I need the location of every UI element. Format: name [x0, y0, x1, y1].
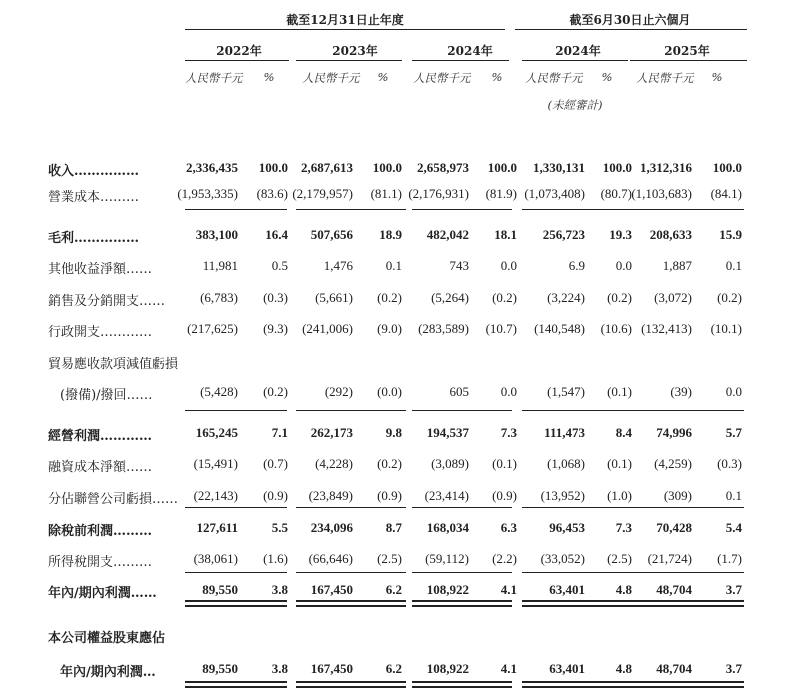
subtotal-rule — [412, 572, 512, 573]
total-double-rule-bottom — [296, 605, 406, 607]
amount-cell: 256,723 — [542, 227, 585, 242]
percent-cell: (0.2) — [377, 290, 402, 305]
row-label: 融資成本淨額…… — [48, 460, 153, 475]
amount-cell: (241,006) — [302, 321, 353, 336]
year-rule — [630, 60, 747, 61]
amount-cell: 2,336,435 — [186, 160, 238, 175]
amount-cell: (13,952) — [540, 488, 585, 503]
percent-cell: 3.8 — [271, 582, 288, 597]
amount-cell: (3,089) — [431, 456, 469, 471]
percent-cell: (2.2) — [492, 551, 517, 566]
amount-cell: (23,849) — [308, 488, 353, 503]
percent-cell: (9.0) — [377, 321, 402, 336]
total-double-rule-bottom — [630, 686, 744, 688]
percent-cell: (2.5) — [607, 551, 632, 566]
total-double-rule-bottom — [522, 605, 630, 607]
total-double-rule-top — [296, 600, 406, 602]
amount-cell: 89,550 — [202, 661, 238, 676]
row-label: 本公司權益股東應佔 — [48, 631, 166, 646]
subtotal-rule — [522, 209, 630, 210]
percent-cell: 4.1 — [500, 661, 517, 676]
amount-cell: 743 — [449, 258, 469, 273]
percent-cell: 6.3 — [500, 520, 517, 535]
percent-cell: 19.3 — [609, 227, 632, 242]
percent-cell: (84.1) — [710, 186, 742, 201]
percent-cell: (10.1) — [710, 321, 742, 336]
percent-cell: 18.9 — [379, 227, 402, 242]
total-double-rule-bottom — [185, 605, 287, 607]
year-header: 2024年 — [447, 44, 493, 58]
row-label: 毛利…………… — [48, 231, 140, 246]
percent-cell: (0.2) — [263, 384, 288, 399]
amount-cell: (15,491) — [193, 456, 238, 471]
percent-cell: 0.1 — [385, 258, 402, 273]
percent-cell: (10.6) — [600, 321, 632, 336]
amount-cell: 11,981 — [202, 258, 238, 273]
subtotal-rule — [412, 507, 512, 508]
subtotal-rule — [522, 507, 630, 508]
year-header: 2025年 — [664, 44, 710, 58]
percent-cell: (0.1) — [607, 384, 632, 399]
amount-cell: 48,704 — [656, 661, 692, 676]
percent-cell: (0.3) — [263, 290, 288, 305]
year-header: 2023年 — [332, 44, 378, 58]
amount-cell: 194,537 — [426, 425, 469, 440]
amount-cell: 108,922 — [426, 661, 469, 676]
subtotal-rule — [185, 507, 287, 508]
amount-cell: (22,143) — [193, 488, 238, 503]
percent-cell: (1.6) — [263, 551, 288, 566]
amount-cell: 168,034 — [426, 520, 469, 535]
total-double-rule-bottom — [630, 605, 744, 607]
amount-cell: (33,052) — [540, 551, 585, 566]
subtotal-rule — [185, 209, 287, 210]
percent-cell: (0.2) — [717, 290, 742, 305]
row-label: 收入…………… — [48, 164, 140, 179]
amount-cell: (4,259) — [654, 456, 692, 471]
percent-cell: 5.5 — [271, 520, 288, 535]
percent-cell: 5.4 — [725, 520, 742, 535]
percent-cell: (0.0) — [377, 384, 402, 399]
row-label: 銷售及分銷開支…… — [48, 294, 166, 309]
total-double-rule-bottom — [185, 686, 287, 688]
amount-cell: 208,633 — [649, 227, 692, 242]
amount-cell: 167,450 — [310, 661, 353, 676]
year-rule — [522, 60, 628, 61]
subtotal-rule — [185, 410, 287, 411]
percent-cell: (9.3) — [263, 321, 288, 336]
percent-cell: (1.7) — [717, 551, 742, 566]
subtotal-rule — [630, 507, 744, 508]
percent-cell: (81.9) — [485, 186, 517, 201]
amount-cell: (1,953,335) — [177, 186, 238, 201]
percent-label: % — [601, 70, 613, 84]
amount-cell: (5,264) — [431, 290, 469, 305]
percent-cell: 100.0 — [487, 160, 517, 175]
percent-cell: 0.1 — [725, 258, 742, 273]
unit-label: 人民幣千元 — [525, 71, 583, 85]
total-double-rule-top — [412, 681, 512, 683]
percent-cell: 7.1 — [271, 425, 288, 440]
amount-cell: (6,783) — [200, 290, 238, 305]
amount-cell: (21,724) — [647, 551, 692, 566]
percent-cell: (0.1) — [492, 456, 517, 471]
amount-cell: (1,103,683) — [631, 186, 692, 201]
row-label: (撥備)/撥回…… — [60, 388, 153, 403]
subtotal-rule — [412, 209, 512, 210]
unit-label: 人民幣千元 — [413, 71, 471, 85]
percent-cell: 16.4 — [265, 227, 288, 242]
percent-cell: (2.5) — [377, 551, 402, 566]
percent-cell: 15.9 — [719, 227, 742, 242]
total-double-rule-bottom — [522, 686, 630, 688]
year-rule — [412, 60, 509, 61]
unit-label: 人民幣千元 — [302, 71, 360, 85]
amount-cell: 234,096 — [310, 520, 353, 535]
amount-cell: (39) — [670, 384, 692, 399]
amount-cell: 74,996 — [656, 425, 692, 440]
amount-cell: 1,476 — [323, 258, 353, 273]
amount-cell: (132,413) — [641, 321, 692, 336]
amount-cell: (1,547) — [547, 384, 585, 399]
percent-cell: (81.1) — [370, 186, 402, 201]
subtotal-rule — [522, 410, 630, 411]
amount-cell: (3,072) — [654, 290, 692, 305]
unit-label: 人民幣千元 — [636, 71, 694, 85]
row-label: 其他收益淨額…… — [48, 262, 153, 277]
percent-cell: 6.2 — [385, 661, 402, 676]
unit-label: 人民幣千元 — [185, 71, 243, 85]
amount-cell: 605 — [449, 384, 469, 399]
percent-cell: (0.7) — [263, 456, 288, 471]
percent-cell: (0.9) — [492, 488, 517, 503]
percent-cell: 9.8 — [385, 425, 402, 440]
percent-cell: 0.0 — [500, 384, 517, 399]
subtotal-rule — [412, 410, 512, 411]
total-double-rule-top — [296, 681, 406, 683]
total-double-rule-top — [185, 681, 287, 683]
year-header: 2022年 — [216, 44, 262, 58]
percent-cell: 3.8 — [271, 661, 288, 676]
percent-cell: (0.3) — [717, 456, 742, 471]
percent-cell: (10.7) — [485, 321, 517, 336]
percent-cell: 8.4 — [615, 425, 632, 440]
percent-cell: 100.0 — [372, 160, 402, 175]
total-double-rule-top — [412, 600, 512, 602]
percent-cell: 100.0 — [602, 160, 632, 175]
amount-cell: 165,245 — [195, 425, 238, 440]
amount-cell: (283,589) — [418, 321, 469, 336]
amount-cell: 63,401 — [549, 582, 585, 597]
percent-cell: 0.0 — [725, 384, 742, 399]
total-double-rule-bottom — [412, 605, 512, 607]
amount-cell: (292) — [324, 384, 353, 399]
subtotal-rule — [296, 209, 406, 210]
amount-cell: 63,401 — [549, 661, 585, 676]
percent-cell: 100.0 — [258, 160, 288, 175]
year-rule — [185, 60, 289, 61]
amount-cell: (66,646) — [308, 551, 353, 566]
amount-cell: (309) — [663, 488, 692, 503]
amount-cell: 2,658,973 — [417, 160, 469, 175]
percent-label: % — [711, 70, 723, 84]
percent-cell: 6.2 — [385, 582, 402, 597]
header-fiscal-years: 截至12月31日止年度 — [286, 13, 404, 27]
amount-cell: (3,224) — [547, 290, 585, 305]
total-double-rule-top — [630, 600, 744, 602]
percent-cell: (83.6) — [256, 186, 288, 201]
amount-cell: (2,176,931) — [408, 186, 469, 201]
amount-cell: 127,611 — [196, 520, 238, 535]
percent-cell: 0.1 — [725, 488, 742, 503]
percent-cell: 4.8 — [615, 661, 632, 676]
percent-label: % — [377, 70, 389, 84]
percent-cell: 0.0 — [500, 258, 517, 273]
total-double-rule-bottom — [296, 686, 406, 688]
amount-cell: (4,228) — [315, 456, 353, 471]
row-label: 分佔聯營公司虧損…… — [48, 492, 179, 507]
percent-cell: 100.0 — [712, 160, 742, 175]
percent-label: % — [491, 70, 503, 84]
total-double-rule-bottom — [412, 686, 512, 688]
amount-cell: (59,112) — [425, 551, 469, 566]
amount-cell: (5,661) — [315, 290, 353, 305]
row-label: 年內/期內利潤… — [60, 665, 156, 680]
amount-cell: 108,922 — [426, 582, 469, 597]
header-six-months: 截至6月30日止六個月 — [569, 13, 691, 27]
percent-label: % — [263, 70, 275, 84]
amount-cell: (217,625) — [187, 321, 238, 336]
amount-cell: 262,173 — [310, 425, 353, 440]
subtotal-rule — [296, 410, 406, 411]
percent-cell: 0.0 — [615, 258, 632, 273]
percent-cell: (0.9) — [377, 488, 402, 503]
percent-cell: 18.1 — [494, 227, 517, 242]
row-label: 除稅前利潤……… — [48, 524, 153, 539]
total-double-rule-top — [185, 600, 287, 602]
amount-cell: 1,312,316 — [640, 160, 692, 175]
total-double-rule-top — [630, 681, 744, 683]
year-header: 2024年 — [555, 44, 601, 58]
amount-cell: 507,656 — [310, 227, 353, 242]
percent-cell: (0.1) — [607, 456, 632, 471]
amount-cell: (5,428) — [200, 384, 238, 399]
row-label: 營業成本……… — [48, 190, 140, 205]
percent-cell: (0.2) — [492, 290, 517, 305]
percent-cell: (0.9) — [263, 488, 288, 503]
amount-cell: 70,428 — [656, 520, 692, 535]
percent-cell: 3.7 — [725, 582, 742, 597]
amount-cell: 167,450 — [310, 582, 353, 597]
percent-cell: 7.3 — [615, 520, 632, 535]
subtotal-rule — [185, 572, 287, 573]
amount-cell: 482,042 — [426, 227, 469, 242]
percent-cell: 8.7 — [385, 520, 402, 535]
amount-cell: 96,453 — [549, 520, 585, 535]
subtotal-rule — [296, 507, 406, 508]
percent-cell: 5.7 — [725, 425, 742, 440]
amount-cell: (2,179,957) — [292, 186, 353, 201]
amount-cell: 1,887 — [662, 258, 692, 273]
percent-cell: (0.2) — [377, 456, 402, 471]
percent-cell: 0.5 — [271, 258, 288, 273]
percent-cell: 3.7 — [725, 661, 742, 676]
row-label: 行政開支………… — [48, 325, 153, 340]
percent-cell: (1.0) — [607, 488, 632, 503]
amount-cell: 89,550 — [202, 582, 238, 597]
subtotal-rule — [630, 572, 744, 573]
amount-cell: 2,687,613 — [301, 160, 353, 175]
amount-cell: 6.9 — [568, 258, 585, 273]
amount-cell: (38,061) — [193, 551, 238, 566]
amount-cell: 111,473 — [544, 425, 585, 440]
row-label: 經營利潤………… — [48, 429, 153, 444]
percent-cell: 7.3 — [500, 425, 517, 440]
percent-cell: (80.7) — [600, 186, 632, 201]
subtotal-rule — [296, 572, 406, 573]
year-rule — [296, 60, 402, 61]
amount-cell: (1,073,408) — [524, 186, 585, 201]
amount-cell: (140,548) — [534, 321, 585, 336]
total-double-rule-top — [522, 600, 630, 602]
amount-cell: (23,414) — [424, 488, 469, 503]
header-group-rule-fy — [185, 29, 505, 30]
amount-cell: 48,704 — [656, 582, 692, 597]
amount-cell: 1,330,131 — [533, 160, 585, 175]
unaudited-note: (未經審計) — [547, 98, 603, 112]
header-group-rule-h1 — [515, 29, 747, 30]
percent-cell: 4.8 — [615, 582, 632, 597]
total-double-rule-top — [522, 681, 630, 683]
amount-cell: (1,068) — [547, 456, 585, 471]
subtotal-rule — [630, 410, 744, 411]
subtotal-rule — [630, 209, 744, 210]
amount-cell: 383,100 — [195, 227, 238, 242]
row-label: 貿易應收款項減值虧損 — [48, 357, 179, 372]
subtotal-rule — [522, 572, 630, 573]
percent-cell: 4.1 — [500, 582, 517, 597]
row-label: 所得稅開支……… — [48, 555, 153, 570]
percent-cell: (0.2) — [607, 290, 632, 305]
row-label: 年內/期內利潤…… — [48, 586, 157, 601]
